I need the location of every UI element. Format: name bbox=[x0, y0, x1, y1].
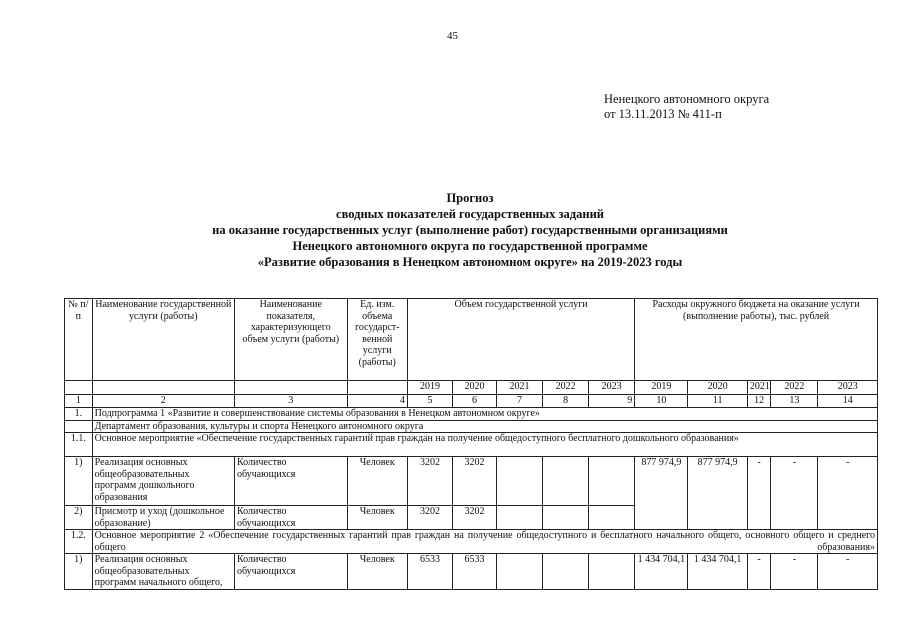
header-line-2: от 13.11.2013 № 411-п bbox=[604, 107, 722, 121]
volume-value: 6533 bbox=[407, 554, 452, 590]
empty-cell bbox=[65, 381, 93, 395]
column-number: 3 bbox=[234, 395, 347, 408]
column-number: 7 bbox=[497, 395, 543, 408]
year-cell: 2022 bbox=[543, 381, 589, 395]
year-cell: 2019 bbox=[407, 381, 452, 395]
service-name: Присмотр и уход (дошкольное образование) bbox=[92, 506, 234, 530]
row-num: 1) bbox=[65, 457, 93, 506]
column-number: 10 bbox=[635, 395, 688, 408]
header-indicator: Наименование показателя, характеризующего объем услуги (работы) bbox=[234, 299, 347, 381]
title-line-3: на оказание государственных услуг (выполнение работ) государственными организациями bbox=[212, 223, 728, 237]
department-title: Департамент образования, культуры и спорта Ненецкого автономного округа bbox=[92, 420, 877, 433]
header-line-1: Ненецкого автономного округа bbox=[604, 92, 770, 106]
volume-value: 3202 bbox=[452, 457, 496, 506]
row-num: 2) bbox=[65, 506, 93, 530]
measure-title: Основное мероприятие «Обеспечение государственных гарантий прав граждан на получение общедоступного бесплатного дошкольного образования» bbox=[92, 433, 877, 457]
department-row bbox=[65, 420, 878, 433]
title-line-2: сводных показателей государственных заданий bbox=[336, 207, 604, 221]
volume-value: 3202 bbox=[452, 506, 496, 530]
year-cell: 2019 bbox=[635, 381, 688, 395]
year-cell: 2022 bbox=[771, 381, 818, 395]
column-number: 13 bbox=[771, 395, 818, 408]
measure-num: 1.1. bbox=[65, 433, 93, 457]
empty-cell bbox=[347, 381, 407, 395]
column-numbers-row bbox=[65, 395, 878, 408]
document-reference bbox=[604, 92, 769, 122]
subprogram-title: Подпрограмма 1 «Развитие и совершенствование системы образования в Ненецком автономном округе» bbox=[92, 407, 877, 420]
empty-cell bbox=[92, 381, 234, 395]
volume-value: 6533 bbox=[452, 554, 496, 590]
expense-value: 1 434 704,1 bbox=[635, 554, 688, 590]
measure-row bbox=[65, 530, 878, 554]
column-number: 14 bbox=[818, 395, 878, 408]
column-number: 1 bbox=[65, 395, 93, 408]
title-line-1: Прогноз bbox=[446, 191, 494, 205]
table-row bbox=[65, 457, 878, 506]
expense-value: - bbox=[771, 554, 818, 590]
year-cell: 2021 bbox=[747, 381, 771, 395]
year-cell: 2023 bbox=[818, 381, 878, 395]
measure-title: Основное мероприятие 2 «Обеспечение государственных гарантий прав граждан на получение общедоступного и бесплатного начального общего, основного общего и среднего общего образования» bbox=[92, 530, 877, 554]
column-number: 4 bbox=[347, 395, 407, 408]
subprogram-num: 1. bbox=[65, 407, 93, 420]
expense-value: - bbox=[747, 457, 771, 530]
header-volume: Объем государственной услуги bbox=[407, 299, 634, 381]
column-number: 5 bbox=[407, 395, 452, 408]
expense-value: 877 974,9 bbox=[688, 457, 747, 530]
unit-name: Человек bbox=[347, 506, 407, 530]
forecast-table bbox=[64, 298, 878, 590]
column-number: 2 bbox=[92, 395, 234, 408]
header-num: № п/п bbox=[65, 299, 93, 381]
unit-name: Человек bbox=[347, 457, 407, 506]
service-name: Реализация основных общеобразовательных программ начального общего, bbox=[92, 554, 234, 590]
expense-value: - bbox=[747, 554, 771, 590]
empty-cell bbox=[65, 420, 93, 433]
empty-cell bbox=[543, 457, 589, 506]
title-line-5: «Развитие образования в Ненецком автономном округе» на 2019-2023 годы bbox=[257, 255, 683, 269]
year-cell: 2023 bbox=[589, 381, 635, 395]
years-row bbox=[65, 381, 878, 395]
empty-cell bbox=[589, 554, 635, 590]
empty-cell bbox=[543, 506, 589, 530]
row-num: 1) bbox=[65, 554, 93, 590]
column-number: 6 bbox=[452, 395, 496, 408]
volume-value: 3202 bbox=[407, 506, 452, 530]
header-unit: Ед. изм. объема государст-венной услуги (работы) bbox=[347, 299, 407, 381]
year-cell: 2021 bbox=[497, 381, 543, 395]
expense-value: - bbox=[771, 457, 818, 530]
document-title bbox=[140, 190, 800, 270]
year-cell: 2020 bbox=[452, 381, 496, 395]
year-cell: 2020 bbox=[688, 381, 747, 395]
empty-cell bbox=[543, 554, 589, 590]
page-number: 45 bbox=[447, 30, 458, 42]
volume-value: 3202 bbox=[407, 457, 452, 506]
header-service: Наименование государственной услуги (работы) bbox=[92, 299, 234, 381]
header-row bbox=[65, 299, 878, 381]
empty-cell bbox=[497, 554, 543, 590]
title-line-4: Ненецкого автономного округа по государственной программе bbox=[292, 239, 648, 253]
measure-num: 1.2. bbox=[65, 530, 93, 554]
unit-name: Человек bbox=[347, 554, 407, 590]
empty-cell bbox=[234, 381, 347, 395]
header-expenses: Расходы окружного бюджета на оказание услуги (выполнение работы), тыс. рублей bbox=[635, 299, 878, 381]
expense-value: - bbox=[818, 457, 878, 530]
empty-cell bbox=[497, 457, 543, 506]
indicator-name: Количество обучающихся bbox=[234, 506, 347, 530]
column-number: 8 bbox=[543, 395, 589, 408]
column-number: 11 bbox=[688, 395, 747, 408]
service-name: Реализация основных общеобразовательных программ дошкольного образования bbox=[92, 457, 234, 506]
subprogram-row bbox=[65, 407, 878, 420]
expense-value: 877 974,9 bbox=[635, 457, 688, 530]
column-number: 12 bbox=[747, 395, 771, 408]
indicator-name: Количество обучающихся bbox=[234, 554, 347, 590]
empty-cell bbox=[589, 506, 635, 530]
empty-cell bbox=[589, 457, 635, 506]
table-row bbox=[65, 554, 878, 590]
expense-value: - bbox=[818, 554, 878, 590]
empty-cell bbox=[497, 506, 543, 530]
measure-row bbox=[65, 433, 878, 457]
column-number: 9 bbox=[589, 395, 635, 408]
expense-value: 1 434 704,1 bbox=[688, 554, 747, 590]
indicator-name: Количество обучающихся bbox=[234, 457, 347, 506]
